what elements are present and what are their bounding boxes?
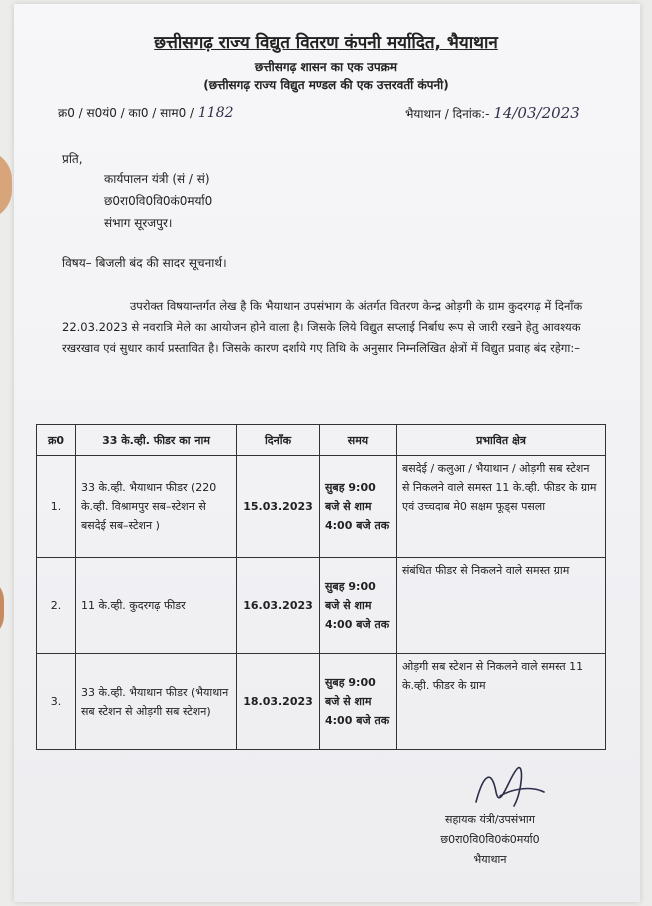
row-sno: 1.: [37, 456, 76, 558]
row-area: संबंधित फीडर से निकलने वाले समस्त ग्राम: [397, 558, 606, 654]
addressee-prati: प्रति,: [62, 152, 83, 166]
date-label: भैयाथान / दिनांक:-: [405, 107, 490, 121]
header-time: समय: [320, 425, 397, 456]
signature-line-2: छ0रा0वि0वि0कं0मर्या0: [440, 833, 540, 846]
row-time: सुबह 9:00 बजे से शाम 4:00 बजे तक: [320, 558, 397, 654]
reference-line: [58, 104, 234, 121]
table-row: [37, 456, 606, 558]
row-date: 16.03.2023: [237, 558, 320, 654]
body-text: उपरोक्त विषयान्तर्गत लेख है कि भैयाथान उपसंभाग के अंतर्गत वितरण केन्द्र ओड़गी के ग्राम कुदरगढ़ में दिनाँक 22.03.2023 से नवरात्रि मेले का आयोजन होने वाला है। जिसके लिये विद्युत सप्लाई निर्बाध रूप से जारी रखने हेतु आवश्यक रखरखाव एवं सुधार कार्य प्रस्तावित है। जिसके कारण दर्शाये गए तिथि के अनुसार निम्नलिखित क्षेत्रों में विद्युत प्रवाह बंद रहेगा:–: [62, 299, 583, 355]
letterhead-subtitle-2: (छत्तीसगढ़ राज्य विद्युत मण्डल की एक उत्तरवर्ती कंपनी): [203, 78, 449, 92]
letterhead-subtitle: छत्तीसगढ़ शासन का एक उपक्रम: [254, 60, 398, 74]
finger-bottom: [0, 578, 4, 638]
outage-table: [36, 424, 606, 750]
signature-line-3: भैयाथान: [473, 853, 507, 866]
date-value: 14/03/2023: [493, 104, 580, 122]
body-paragraph: [62, 296, 612, 359]
addressee-line-2: छ0रा0वि0वि0कं0मर्या0: [104, 194, 213, 208]
subject-line: विषय– बिजली बंद की सादर सूचनार्थ।: [62, 256, 227, 270]
row-time: सुबह 9:00 बजे से शाम 4:00 बजे तक: [320, 654, 397, 750]
row-date: 18.03.2023: [237, 654, 320, 750]
header-date: दिनाँक: [237, 425, 320, 456]
header-sno: क्र0: [37, 425, 76, 456]
table-header-row: [37, 425, 606, 456]
row-sno: 3.: [37, 654, 76, 750]
row-date: 15.03.2023: [237, 456, 320, 558]
header-feeder: 33 के.व्ही. फीडर का नाम: [76, 425, 237, 456]
table-row: [37, 654, 606, 750]
row-feeder: 33 के.व्ही. भैयाथान फीडर (भैयाथान सब स्टेशन से ओड़गी सब स्टेशन): [76, 654, 237, 750]
row-feeder: 11 के.व्ही. कुदरगढ़ फीडर: [76, 558, 237, 654]
signature-scribble: [470, 762, 550, 814]
reference-number: 1182: [197, 105, 234, 121]
table-row: [37, 558, 606, 654]
reference-label: क्र0 / स0यं0 / का0 / साम0 /: [58, 106, 195, 120]
letterhead-title: छत्तीसगढ़ राज्य विद्युत वितरण कंपनी मर्यादित, भैयाथान: [154, 33, 498, 53]
row-feeder: 33 के.व्ही. भैयाथान फीडर (220 के.व्ही. विश्रामपुर सब–स्टेशन से बसदेई सब–स्टेशन ): [76, 456, 237, 558]
signature-line-1: सहायक यंत्री/उपसंभाग: [445, 813, 535, 826]
finger-top: [0, 150, 12, 220]
header-area: प्रभावित क्षेत्र: [397, 425, 606, 456]
addressee-line-1: कार्यपालन यंत्री (सं / सं): [104, 172, 210, 186]
row-area: ओड़गी सब स्टेशन से निकलने वाले समस्त 11 के.व्ही. फीडर के ग्राम: [397, 654, 606, 750]
date-line: [405, 104, 580, 122]
row-area: बसदेई / कलुआ / भैयाथान / ओड़गी सब स्टेशन से निकलने वाले समस्त 11 के.व्ही. फीडर के ग्राम एवं उच्चदाब मे0 सक्षम फूड्स पसला: [397, 456, 606, 558]
row-time: सुबह 9:00 बजे से शाम 4:00 बजे तक: [320, 456, 397, 558]
row-sno: 2.: [37, 558, 76, 654]
addressee-line-3: संभाग सूरजपुर।: [104, 216, 173, 230]
